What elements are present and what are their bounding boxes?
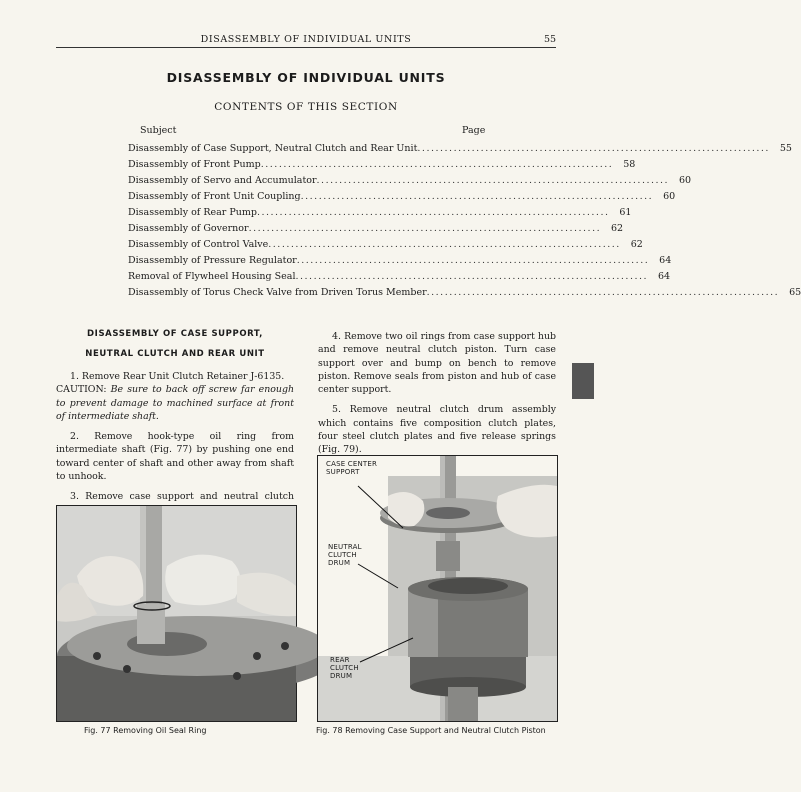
step-2: 2. Remove hook-type oil ring from intermediate shaft (Fig. 77) by pushing one end toward center of shaft and other away from shaft to unhook.: [56, 431, 294, 483]
table-of-contents: [128, 143, 801, 303]
toc-entry: [128, 223, 624, 239]
toc-leader-dots: ..............................................................................: [268, 239, 621, 250]
step-4: 4. Remove two oil rings from case support hub and remove neutral clutch piston. Turn case support over and bump on bench to remove piston. Remove seals from piston and hub of case center support.: [318, 331, 556, 396]
toc-entry-label: Disassembly of Front Unit Coupling: [128, 191, 301, 202]
toc-leader-dots: ..............................................................................: [300, 191, 654, 202]
right-column: [318, 330, 556, 457]
label-case-center-support-line1: CASE CENTER: [326, 460, 378, 468]
toc-entry: [128, 287, 801, 303]
label-neutral-clutch-line3: DRUM: [328, 559, 351, 567]
contents-heading: CONTENTS OF THIS SECTION: [214, 101, 398, 113]
toc-leader-dots: ..............................................................................: [417, 143, 770, 154]
toc-leader-dots: ..............................................................................: [295, 271, 649, 282]
toc-entry: [128, 255, 672, 271]
fig77-photo: [56, 505, 297, 722]
caution-label: CAUTION:: [56, 384, 107, 396]
toc-entry-label: Disassembly of Torus Check Valve from Driven Torus Member: [128, 287, 427, 298]
toc-entry-page: 55: [779, 143, 792, 154]
toc-entry-label: Disassembly of Control Valve: [128, 239, 269, 250]
contents-subject-label: Subject: [140, 125, 177, 136]
label-neutral-clutch-line1: NEUTRAL: [328, 543, 362, 551]
page-number: 55: [544, 34, 557, 45]
fig78-caption: Fig. 78 Removing Case Support and Neutral Clutch Piston: [316, 726, 546, 735]
toc-entry-page: 60: [678, 175, 692, 186]
toc-entry: [128, 175, 692, 191]
toc-entry: [128, 159, 636, 175]
label-rear-clutch-line1: REAR: [330, 656, 350, 664]
toc-entry-page: 58: [623, 159, 636, 170]
toc-entry-label: Disassembly of Governor: [128, 223, 249, 234]
toc-entry-label: Disassembly of Rear Pump: [128, 207, 257, 218]
toc-entry-page: 65: [789, 287, 801, 298]
caution-paragraph: [56, 383, 294, 423]
toc-entry-label: Disassembly of Pressure Regulator: [128, 255, 297, 266]
toc-leader-dots: ..............................................................................: [296, 255, 650, 266]
label-rear-clutch-line2: CLUTCH: [330, 664, 359, 672]
toc-entry-page: 60: [663, 191, 676, 202]
toc-entry: [128, 271, 671, 287]
step-1: 1. Remove Rear Unit Clutch Retainer J-6135.: [70, 371, 285, 382]
label-case-center-support: [326, 460, 377, 476]
toc-leader-dots: ..............................................................................: [256, 207, 610, 218]
fig78-photo: [317, 455, 558, 722]
contents-page-label: Page: [462, 125, 486, 136]
label-neutral-clutch-drum: [328, 543, 362, 567]
toc-leader-dots: ..............................................................................: [316, 175, 670, 186]
toc-leader-dots: ..............................................................................: [248, 223, 602, 234]
step-5: 5. Remove neutral clutch drum assembly which contains five composition clutch plates, four steel clutch plates and five release springs (Fig. 79).: [318, 404, 556, 456]
step-3: 3. Remove case support and neutral clutch: [70, 491, 294, 503]
toc-entry-page: 62: [611, 223, 624, 234]
toc-entry-page: 62: [630, 239, 643, 250]
page-title: DISASSEMBLY OF INDIVIDUAL UNITS: [166, 70, 446, 85]
toc-entry: [128, 143, 792, 159]
section-thumb-tab: [572, 363, 594, 399]
toc-entry-label: Disassembly of Servo and Accumulator: [128, 175, 317, 186]
toc-entry: [128, 239, 643, 255]
toc-entry-label: Disassembly of Case Support, Neutral Clutch and Rear Unit: [128, 143, 418, 154]
fig78-illustration: [318, 456, 557, 721]
running-header-title: DISASSEMBLY OF INDIVIDUAL UNITS: [200, 34, 412, 45]
toc-entry-page: 64: [657, 271, 671, 282]
toc-entry-label: Disassembly of Front Pump: [128, 159, 261, 170]
toc-entry-page: 64: [659, 255, 672, 266]
fig77-caption: Fig. 77 Removing Oil Seal Ring: [84, 726, 207, 735]
section-heading-line1: DISASSEMBLY OF CASE SUPPORT,: [87, 329, 263, 339]
caution-text: Be sure to back off screw far enough to prevent damage to machined surface at front of intermediate shaft.: [56, 384, 294, 422]
toc-entry: [128, 191, 676, 207]
label-case-center-support-line2: SUPPORT: [326, 468, 360, 476]
toc-entry-page: 61: [619, 207, 632, 218]
header-rule: [56, 47, 556, 48]
label-rear-clutch-drum: [330, 656, 359, 680]
fig77-illustration: [57, 506, 296, 721]
section-heading-line2: NEUTRAL CLUTCH AND REAR UNIT: [85, 349, 265, 359]
label-neutral-clutch-line2: CLUTCH: [328, 551, 357, 559]
toc-leader-dots: ..............................................................................: [260, 159, 614, 170]
toc-leader-dots: ..............................................................................: [426, 287, 780, 298]
toc-entry: [128, 207, 632, 223]
label-rear-clutch-line3: DRUM: [330, 672, 353, 680]
left-column: [56, 324, 294, 530]
toc-entry-label: Removal of Flywheel Housing Seal: [128, 271, 296, 282]
